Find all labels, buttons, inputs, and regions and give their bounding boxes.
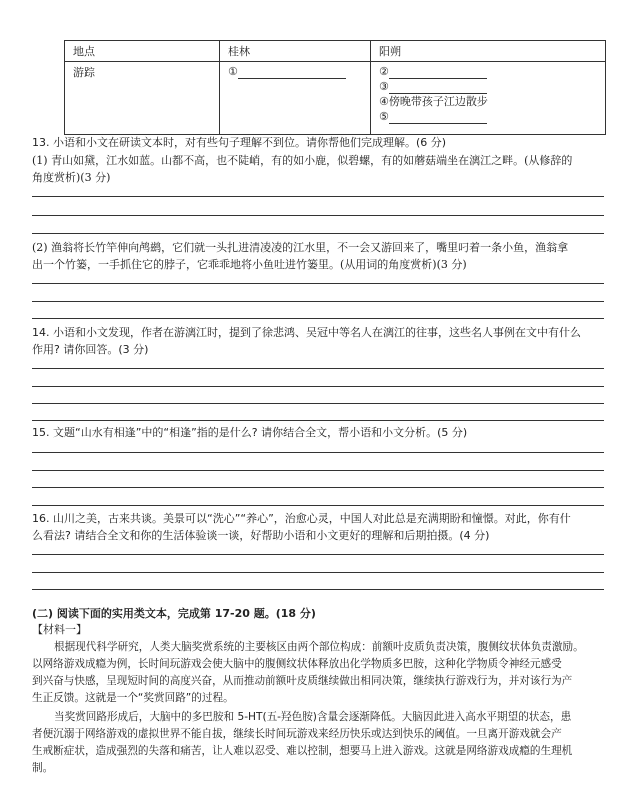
paragraph-line: 到兴奋与快感，呈现短时间的高度兴奋，从而推动前额叶皮质继续做出相同决策，继续执行游戏行为，并对该行为产 bbox=[32, 675, 573, 687]
question-15: 15. 文题“山水有相逢”中的“相逢”指的是什么? 请你结合全文，帮小语和小文分析。(5 分) bbox=[32, 426, 468, 439]
paragraph-line: 当奖赏回路形成后，大脑中的多巴胺和 5-HT(五-羟色胺)含量会逐渐降低。大脑因此进入高水平期望的状态，患 bbox=[54, 711, 572, 723]
answer-blank[interactable] bbox=[389, 83, 487, 94]
yangshuo-item-5: ⑤ bbox=[379, 110, 389, 123]
answer-line[interactable] bbox=[32, 368, 604, 369]
answer-line[interactable] bbox=[32, 403, 604, 404]
question-13-sub1-line1: (1) 青山如黛，江水如蓝。山都不高，也不陡峭，有的如小鹿，似碧螺，有的如蘑菇端坐在漓江之畔。(从修辞的 bbox=[32, 154, 573, 167]
paragraph-line: 者便沉溺于网络游戏的虚拟世界不能自拔，继续长时间玩游戏来经历快乐或达到快乐的阈值。一旦离开游戏就会产 bbox=[32, 728, 562, 740]
question-14-line1: 14. 小语和小文发现，作者在游漓江时，提到了徐悲鸿、吴冠中等名人在漓江的往事，这些名人事例在文中有什么 bbox=[32, 326, 581, 339]
question-16-line1: 16. 山川之美，古来共谈。美景可以“洗心”“养心”，治愈心灵，中国人对此总是充满期盼和憧憬。对此，你有什 bbox=[32, 512, 571, 525]
answer-line[interactable] bbox=[32, 420, 604, 421]
answer-line[interactable] bbox=[32, 386, 604, 387]
section-2-title: (二) 阅读下面的实用类文本，完成第 17-20 题。(18 分) bbox=[32, 607, 316, 620]
yangshuo-cell bbox=[371, 62, 606, 135]
table-header-yangshuo: 阳朔 bbox=[371, 41, 606, 62]
answer-line[interactable] bbox=[32, 301, 604, 302]
answer-line[interactable] bbox=[32, 283, 604, 284]
answer-line[interactable] bbox=[32, 505, 604, 506]
table-row-label: 游踪 bbox=[65, 62, 220, 135]
table-header-guilin: 桂林 bbox=[220, 41, 371, 62]
answer-line[interactable] bbox=[32, 554, 604, 555]
question-16-line2: 么看法? 请结合全文和你的生活体验谈一谈，好帮助小语和小文更好的理解和后期拍摄。(4 分) bbox=[32, 529, 490, 542]
yangshuo-item-3: ③ bbox=[379, 80, 389, 93]
answer-line[interactable] bbox=[32, 487, 604, 488]
answer-line[interactable] bbox=[32, 452, 604, 453]
question-13-sub2-line1: (2) 渔翁将长竹竿伸向鸬鹚，它们就一头扎进清凌凌的江水里，不一会又游回来了，嘴里叼着一条小鱼，渔翁拿 bbox=[32, 241, 569, 254]
paragraph-line: 根据现代科学研究，人类大脑奖赏系统的主要核区由两个部位构成：前额叶皮质负责决策，腹侧纹状体负责激励。 bbox=[54, 641, 584, 653]
travel-route-table bbox=[64, 40, 606, 135]
guilin-item-1: ① bbox=[228, 65, 238, 78]
yangshuo-item-4: ④傍晚带孩子江边散步 bbox=[379, 95, 488, 108]
material-1-paragraph-2 bbox=[32, 709, 604, 777]
answer-blank[interactable] bbox=[389, 68, 487, 79]
paragraph-line: 制。 bbox=[32, 762, 54, 774]
guilin-cell bbox=[220, 62, 371, 135]
paragraph-line: 生戒断症状，造成强烈的失落和痛苦，让人难以忍受、难以控制，想要马上进入游戏。这就是网络游戏成瘾的生理机 bbox=[32, 745, 573, 757]
question-13-stem: 13. 小语和小文在研读文本时，对有些句子理解不到位。请你帮他们完成理解。(6 分) bbox=[32, 136, 447, 149]
answer-blank[interactable] bbox=[238, 68, 346, 79]
answer-line[interactable] bbox=[32, 572, 604, 573]
question-13-sub1-line2: 角度赏析)(3 分) bbox=[32, 171, 111, 184]
material-1-paragraph-1 bbox=[32, 639, 604, 707]
answer-line[interactable] bbox=[32, 318, 604, 319]
answer-line[interactable] bbox=[32, 196, 604, 197]
paragraph-line: 以网络游戏成瘾为例，长时间玩游戏会使大脑中的腹侧纹状体释放出化学物质多巴胺，这种化学物质令神经元感受 bbox=[32, 658, 562, 670]
yangshuo-item-2: ② bbox=[379, 65, 389, 78]
answer-line[interactable] bbox=[32, 233, 604, 234]
material-1-label: 【材料一】 bbox=[32, 623, 87, 636]
answer-line[interactable] bbox=[32, 470, 604, 471]
answer-blank[interactable] bbox=[389, 113, 487, 124]
question-14-line2: 作用? 请你回答。(3 分) bbox=[32, 343, 149, 356]
paragraph-line: 生正反馈。这就是一个“奖赏回路”的过程。 bbox=[32, 692, 234, 704]
answer-line[interactable] bbox=[32, 215, 604, 216]
answer-line[interactable] bbox=[32, 589, 604, 590]
question-13-sub2-line2: 出一个竹篓，一手抓住它的脖子，它乖乖地将小鱼吐进竹篓里。(从用词的角度赏析)(3 分) bbox=[32, 258, 467, 271]
table-header-place: 地点 bbox=[65, 41, 220, 62]
